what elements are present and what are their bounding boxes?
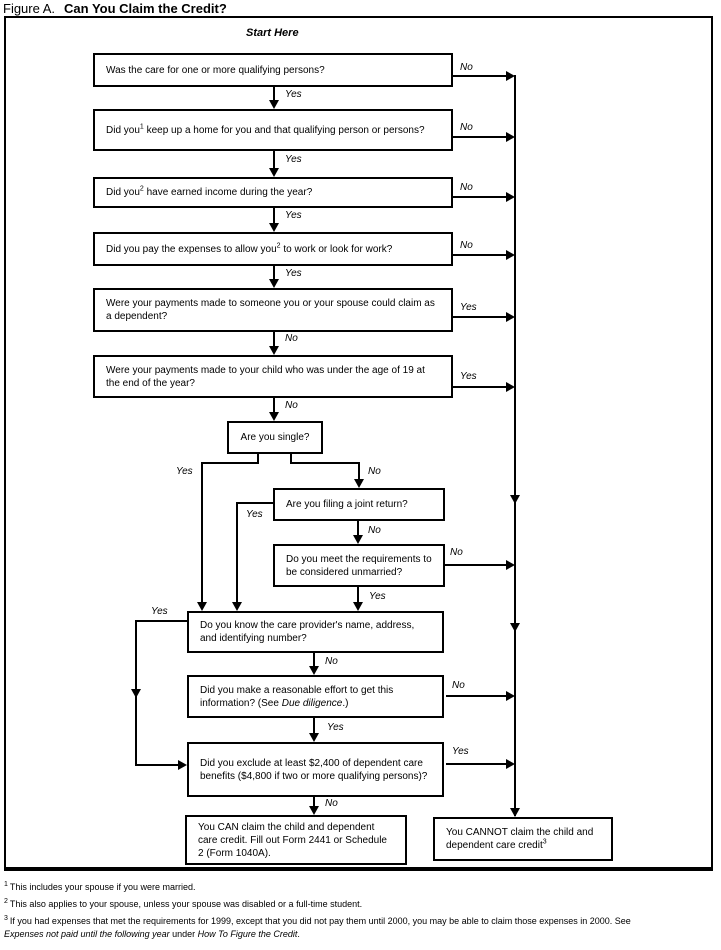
- box-text-q3-pre: Did you: [106, 187, 140, 198]
- no-label-q4: No: [460, 240, 473, 251]
- footnote-1: [4, 881, 716, 894]
- footnote-ref-2: 2: [139, 185, 144, 193]
- no-label-q2: No: [460, 122, 473, 133]
- q12-no-line: [313, 797, 315, 806]
- q4-yes-arrowhead: [269, 279, 279, 288]
- box-text-q3-post: have earned income during the year?: [143, 187, 313, 198]
- question-box-q3: [93, 177, 453, 208]
- no-label-q3: No: [460, 182, 473, 193]
- q8-no-arrowhead: [353, 535, 363, 544]
- footnote-1-marker: 1: [4, 881, 8, 888]
- yes-label-q2: Yes: [285, 154, 302, 165]
- figure-title: [3, 1, 227, 16]
- q9-yes-arrowhead: [353, 602, 363, 611]
- q6-no-arrowhead: [269, 412, 279, 421]
- q2-yes-arrowhead: [269, 168, 279, 177]
- box-text-q2-pre: Did you: [106, 124, 140, 136]
- box-text-q12: Did you exclude at least $2,400 of dependent care benefits ($4,800 if two or more qualifying persons)?: [200, 757, 428, 782]
- q2-no-line: [453, 136, 506, 138]
- q10-yes-horizontal: [135, 620, 187, 622]
- no-label-q11: No: [452, 680, 465, 691]
- footnote-3-mid: under: [169, 929, 198, 939]
- q5-no-arrowhead: [269, 346, 279, 355]
- q1-no-arrowhead: [506, 71, 515, 81]
- yes-label-q7: Yes: [176, 466, 193, 477]
- box-text-cannot: [446, 826, 600, 852]
- q1-no-line: [453, 75, 506, 77]
- q8-yes-vertical: [236, 502, 238, 602]
- question-box-q5: [93, 288, 453, 332]
- q9-no-arrowhead: [506, 560, 515, 570]
- box-text-q8: Are you filing a joint return?: [286, 499, 408, 510]
- yes-label-q6: Yes: [460, 371, 477, 382]
- box-text-q5: Were your payments made to someone you or your spouse could claim as a dependent?: [106, 298, 435, 322]
- footnote-2: [4, 898, 716, 911]
- yes-label-q5: Yes: [460, 302, 477, 313]
- box-text-q7: Are you single?: [240, 432, 310, 443]
- q12-no-arrowhead: [309, 806, 319, 815]
- q5-yes-line: [453, 316, 506, 318]
- q10-no-line: [313, 653, 315, 666]
- box-text-q4-pre: Did you pay the expenses to allow you: [106, 243, 277, 255]
- q5-no-line: [273, 332, 275, 346]
- q8-yes-horizontal: [236, 502, 273, 504]
- yes-label-q12: Yes: [452, 746, 469, 757]
- box-text-q6: Were your payments made to your child who was under the age of 19 at the end of the year?: [106, 364, 425, 389]
- q4-no-arrowhead: [506, 250, 515, 260]
- trunk-down-arrowhead-2: [510, 623, 520, 632]
- q12-yes-arrowhead: [506, 759, 515, 769]
- question-box-q2: [93, 109, 453, 151]
- box-text-q3: [106, 186, 312, 199]
- q8-no-line: [357, 521, 359, 535]
- q4-no-line: [453, 254, 506, 256]
- footnote-3-marker: 3: [4, 915, 8, 922]
- question-box-q10: [187, 611, 444, 653]
- yes-label-q4: Yes: [285, 268, 302, 279]
- no-label-q1: No: [460, 62, 473, 73]
- figure-label: Figure A.: [3, 1, 56, 16]
- q3-no-arrowhead: [506, 192, 515, 202]
- box-text-q2: [106, 124, 425, 137]
- q7-yes-vertical: [201, 462, 203, 602]
- no-trunk-line: [514, 75, 516, 816]
- q7-yes-arrowhead: [197, 602, 207, 611]
- footnote-3-line1: If you had expenses that met the requirements for 1999, except that you did not pay them until 2000, you may be able to claim those expenses in 2000. See: [9, 916, 631, 926]
- footnote-3-end: .: [297, 929, 300, 939]
- no-label-q10: No: [325, 656, 338, 667]
- question-box-q12: [187, 742, 444, 797]
- q3-no-line: [453, 196, 506, 198]
- yes-label-q1: Yes: [285, 89, 302, 100]
- yes-label-q3: Yes: [285, 210, 302, 221]
- result-box-cannot-claim: [433, 817, 613, 861]
- q11-yes-arrowhead: [309, 733, 319, 742]
- q3-yes-line: [273, 208, 275, 223]
- q7-no-arrowhead: [354, 479, 364, 488]
- yes-label-q9: Yes: [369, 591, 386, 602]
- no-label-q5: No: [285, 333, 298, 344]
- box-text-q9: Do you meet the requirements to be considered unmarried?: [286, 553, 432, 578]
- no-label-q12: No: [325, 798, 338, 809]
- q1-yes-line: [273, 87, 275, 100]
- q9-yes-line: [357, 587, 359, 602]
- footnote-3-italic-term-1: Expenses not paid until the following year: [4, 929, 170, 939]
- no-label-q6: No: [285, 400, 298, 411]
- yes-label-q11: Yes: [327, 722, 344, 733]
- footnote-1-text: This includes your spouse if you were married.: [9, 882, 196, 892]
- q3-yes-arrowhead: [269, 223, 279, 232]
- q10-yes-into-q12-arrowhead: [178, 760, 187, 770]
- yes-label-q8: Yes: [246, 509, 263, 520]
- q10-yes-bottom-horizontal: [135, 764, 180, 766]
- box-text-q4: [106, 243, 392, 256]
- footnote-3: [4, 915, 718, 941]
- footnote-ref-1: 1: [139, 123, 144, 131]
- question-box-q1: [93, 53, 453, 87]
- q11-no-arrowhead: [506, 691, 515, 701]
- trunk-arrowhead-into-cannot-box: [510, 808, 520, 817]
- box-text-q11-pre: Did you make a reasonable effort to get this information? (See: [200, 684, 394, 709]
- no-label-q7: No: [368, 466, 381, 477]
- box-text-q4-post: to work or look for work?: [280, 243, 393, 255]
- question-box-q11: [187, 675, 444, 718]
- question-box-q9: [273, 544, 445, 587]
- box-text-q11-post: .): [342, 697, 349, 709]
- question-box-q8: [273, 488, 445, 521]
- yes-label-q10: Yes: [151, 606, 168, 617]
- q7-no-vertical: [358, 462, 360, 479]
- q7-yes-horizontal: [201, 462, 259, 464]
- q6-no-line: [273, 398, 275, 412]
- q8-yes-arrowhead: [232, 602, 242, 611]
- question-box-q6: [93, 355, 453, 398]
- q11-no-line: [446, 695, 506, 697]
- footnote-ref-2b: 2: [276, 242, 281, 250]
- trunk-down-arrowhead-1: [510, 495, 520, 504]
- figure-heading: Can You Claim the Credit?: [64, 1, 227, 16]
- result-box-can-claim: [185, 815, 407, 865]
- box-text-q10: Do you know the care provider's name, address, and identifying number?: [200, 620, 415, 644]
- question-box-q7: [227, 421, 323, 454]
- box-text-q2-post: keep up a home for you and that qualifying person or persons?: [143, 124, 425, 136]
- box-text-q11: [200, 684, 431, 710]
- box-text-cannot-main: You CANNOT claim the child and dependent care credit: [446, 827, 594, 851]
- q2-yes-line: [273, 151, 275, 168]
- q12-yes-line: [446, 763, 506, 765]
- question-box-q4: [93, 232, 453, 266]
- q9-no-line: [445, 564, 506, 566]
- q1-yes-arrowhead: [269, 100, 279, 109]
- q10-no-arrowhead: [309, 666, 319, 675]
- q2-no-arrowhead: [506, 132, 515, 142]
- no-label-q8: No: [368, 525, 381, 536]
- q11-yes-line: [313, 718, 315, 733]
- footnote-2-text: This also applies to your spouse, unless your spouse was disabled or a full-time student.: [9, 899, 363, 909]
- q5-yes-arrowhead: [506, 312, 515, 322]
- footnote-3-italic-term-2: How To Figure the Credit: [197, 929, 298, 939]
- q7-no-horizontal: [290, 462, 360, 464]
- box-text-can: You CAN claim the child and dependent care credit. Fill out Form 2441 or Schedule 2 (Form 1040A).: [198, 821, 387, 859]
- no-label-q9: No: [450, 547, 463, 558]
- footnote-ref-3: 3: [542, 838, 547, 846]
- q6-yes-line: [453, 386, 506, 388]
- q4-yes-line: [273, 266, 275, 279]
- footnote-2-marker: 2: [4, 898, 8, 905]
- q6-yes-arrowhead: [506, 382, 515, 392]
- due-diligence-term: Due diligence: [281, 697, 343, 709]
- q10-yes-mid-arrowhead: [131, 689, 141, 698]
- start-here-label: Start Here: [246, 27, 299, 39]
- box-text-q1: Was the care for one or more qualifying persons?: [106, 64, 325, 76]
